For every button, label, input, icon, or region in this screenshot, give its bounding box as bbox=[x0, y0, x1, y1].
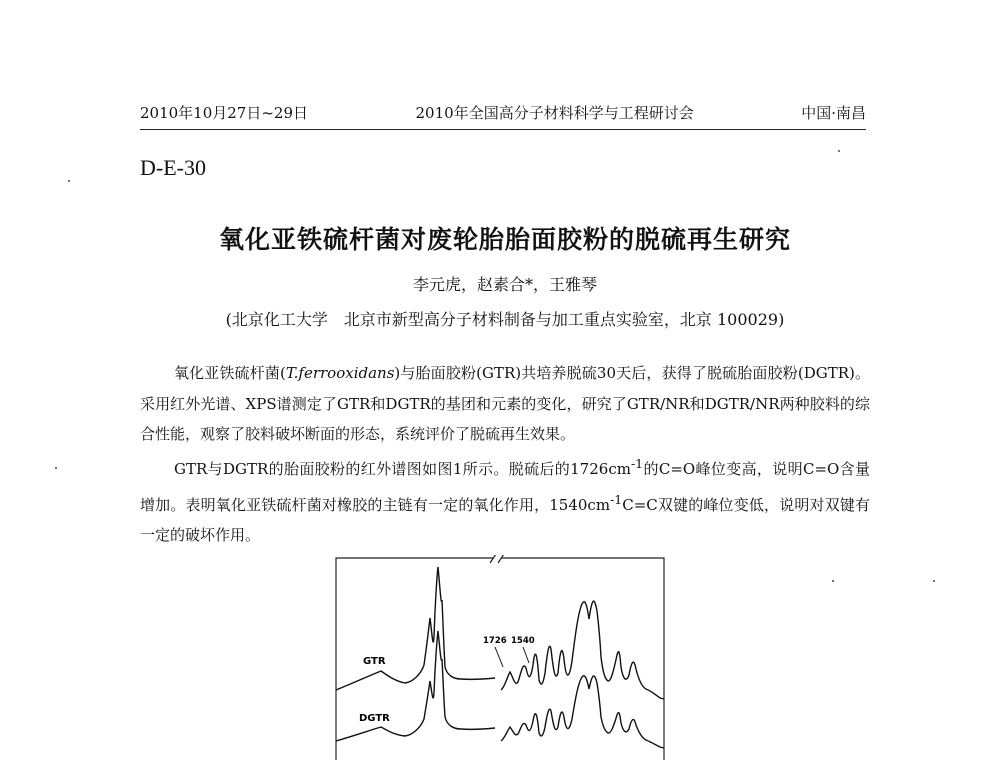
p1-text-b: )与胎面胶粉(GTR)共培养脱硫30天后，获得了脱硫胎面胶粉(DGTR)。采用红外光谱、XPS谱测定了GTR和DGTR的基团和元素的变化，研究了GTR/NR和DGTR/NR两种胶料的综合性能，观察了胶料破坏断面的形态，系统评价了脱硫再生效果。 bbox=[140, 364, 870, 443]
abstract-paragraph bbox=[140, 358, 870, 450]
p2-text-b: 的C=O峰位变高，说明C=O含量增加。表明氧化亚铁硫杆菌对橡胶的主链有一定的氧化作用，1540cm bbox=[140, 460, 871, 514]
scan-speck bbox=[68, 180, 70, 182]
header-date: 2010年10月27日~29日 bbox=[140, 104, 309, 122]
axis-break-mark bbox=[490, 555, 504, 563]
scan-speck bbox=[838, 150, 840, 152]
page-header bbox=[140, 102, 866, 130]
gtr-spectrum-right bbox=[501, 601, 664, 699]
dgtr-series-label: DGTR bbox=[359, 713, 390, 724]
dgtr-spectrum-right bbox=[501, 676, 664, 748]
ir-paragraph bbox=[140, 449, 870, 551]
header-conference: 2010年全国高分子材料科学与工程研讨会 bbox=[415, 104, 694, 122]
gtr-series-label: GTR bbox=[363, 656, 386, 667]
scan-speck bbox=[933, 580, 935, 582]
p1-species-italic: T.ferrooxidans bbox=[285, 364, 395, 382]
p2-sup-b: -1 bbox=[610, 491, 623, 507]
peak-label-1540: 1540 bbox=[511, 636, 535, 646]
figure-frame-right bbox=[501, 558, 664, 760]
p2-text-c: C=C双键的峰位变低，说明对双键有一定的破坏作用。 bbox=[140, 495, 870, 544]
scan-speck bbox=[832, 580, 834, 582]
paper-id: D-E-30 bbox=[140, 155, 206, 180]
p1-text-a: 氧化亚铁硫杆菌( bbox=[174, 364, 286, 382]
dgtr-spectrum-left bbox=[336, 631, 495, 741]
paper-title: 氧化亚铁硫杆菌对废轮胎胎面胶粉的脱硫再生研究 bbox=[218, 225, 791, 254]
header-location: 中国·南昌 bbox=[801, 104, 866, 122]
authors: 李元虎，赵素合*，王雅琴 bbox=[412, 275, 597, 294]
ir-spectrum-figure bbox=[333, 555, 668, 760]
peak-pointer-1540 bbox=[523, 647, 529, 663]
gtr-spectrum-left bbox=[336, 567, 495, 690]
peak-label-1726: 1726 bbox=[483, 636, 507, 646]
affiliation: (北京化工大学 北京市新型高分子材料制备与加工重点实验室，北京 100029) bbox=[225, 310, 785, 329]
p2-sup-a: -1 bbox=[630, 456, 644, 471]
p2-text-a: GTR与DGTR的胎面胶粉的红外谱图如图1所示。脱硫后的1726cm bbox=[174, 460, 631, 478]
scan-speck bbox=[55, 467, 57, 469]
peak-pointer-1726 bbox=[495, 647, 503, 667]
